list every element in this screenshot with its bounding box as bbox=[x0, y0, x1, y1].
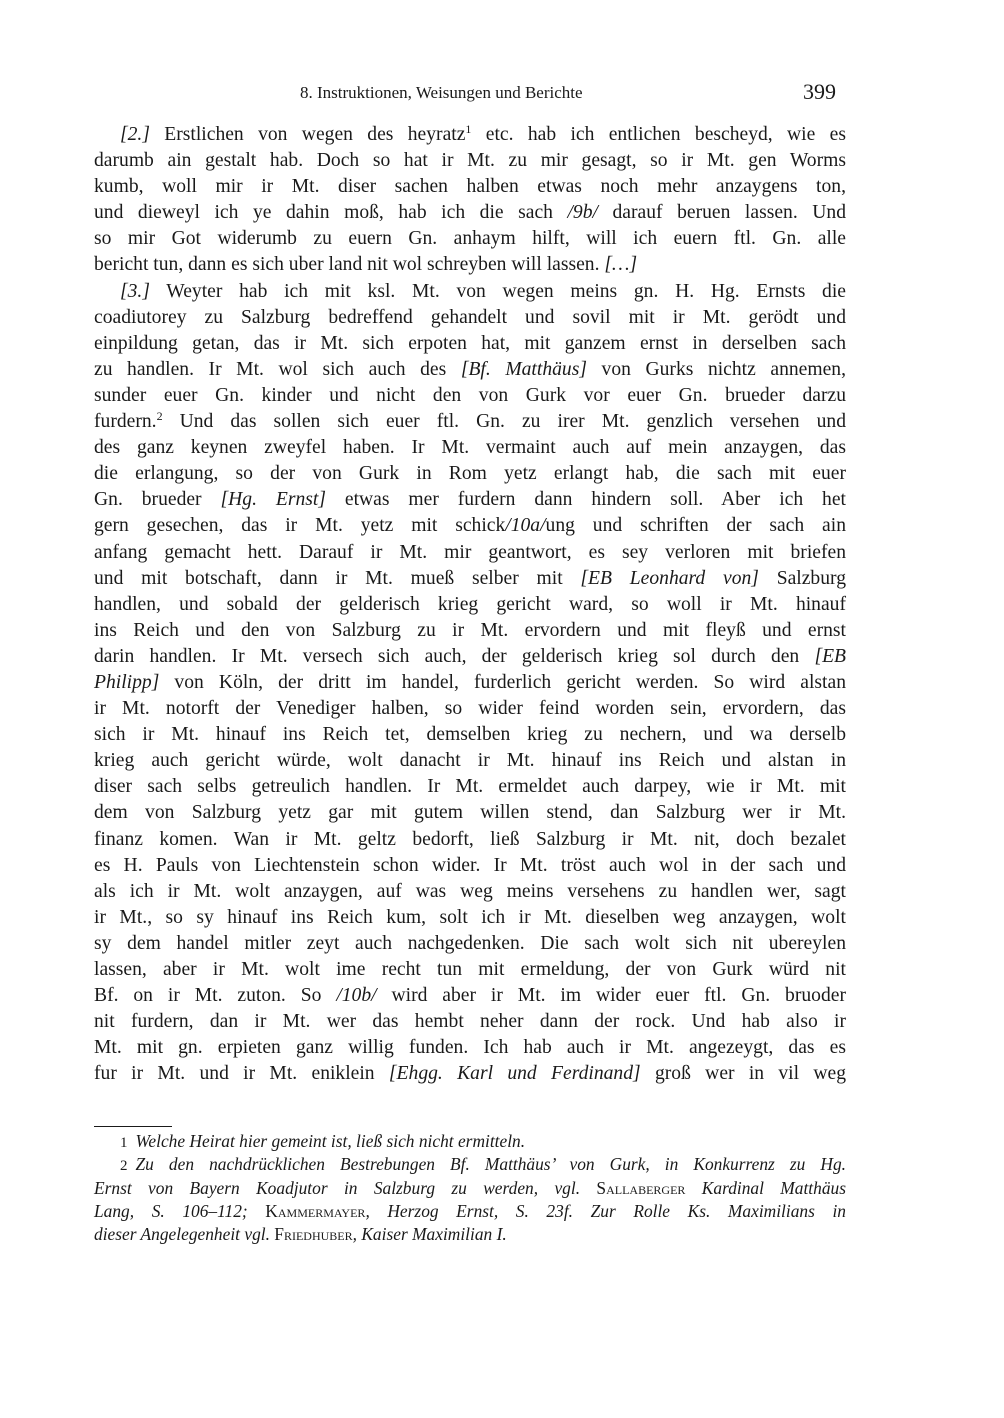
footnote-line: Ernst von Bayern Koadjutor in Salzburg zu werden, vgl. Sallaberger Kardinal Matthäus bbox=[94, 1177, 846, 1198]
footnote-divider bbox=[94, 1126, 172, 1127]
text-line: handlen, und sobald der gelderisch krieg gericht ward, so woll ir Mt. hinauf bbox=[94, 593, 846, 615]
text-line: lassen, aber ir Mt. wolt ime recht tun mit ermeldung, der von Gurk würd nit bbox=[94, 959, 846, 980]
text-line: sich ir Mt. hinauf ins Reich tet, demselben krieg zu nechern, und wa derselb bbox=[94, 724, 846, 746]
text-line: coadiutorey zu Salzburg bedreffend gehandelt und sovil mit ir Mt. gerödt und bbox=[94, 306, 846, 328]
page-number: 399 bbox=[803, 79, 836, 104]
text-line: nit furdern, dan ir Mt. wer das hembt neher dann der rock. Und hab also ir bbox=[94, 1011, 846, 1033]
text-line: krieg auch gericht würde, wolt danacht ir Mt. hinauf ins Reich und alstan in bbox=[94, 750, 846, 772]
text-line: zu handlen. Ir Mt. wol sich auch des [Bf. Matthäus] von Gurks nichtz annemen, bbox=[94, 358, 847, 380]
text-line: Philipp] von Köln, der dritt im handel, furderlich gericht werden. So wird alstan bbox=[94, 671, 846, 693]
text-line: als ich ir Mt. wolt anzaygen, auf was weg meins versehens zu handlen wer, sagt bbox=[94, 880, 846, 902]
text-line: kumb, woll mir ir Mt. diser sachen halben etwas noch mehr anzaygens ton, bbox=[94, 176, 846, 198]
text-line: finanz komen. Wan ir Mt. geltz bedorft, ließ Salzburg ir Mt. nit, doch bezalet bbox=[94, 828, 846, 850]
text-line: die erlangung, so der von Gurk in Rom yetz erlangt hab, die sach mit euer bbox=[94, 463, 846, 485]
text-line: ir Mt. notorft der Venediger halben, so wider feind worden sein, ervordern, das bbox=[94, 698, 846, 720]
text-line: ins Reich und den von Salzburg zu ir Mt. ervordern und mit fleyß und ernst bbox=[94, 619, 846, 641]
text-line: [2.] Erstlichen von wegen des heyratz$^1$ etc. hab ich entlichen bescheyd, wie es bbox=[120, 122, 846, 145]
text-line: gern gesechen, das ir Mt. yetz mit schick/10a/ung und schriften der sach ain bbox=[94, 515, 846, 537]
text-line: sy dem handel mitler zeyt auch nachgedenken. Die sach wolt sich nit ubereylen bbox=[94, 932, 846, 954]
text-line: bericht tun, dann es sich uber land nit wol schreyben will lassen. […] bbox=[94, 254, 638, 276]
text-line: furdern.$^2$ Und das sollen sich euer ftl. Gn. zu irer Mt. genzlich versehen und bbox=[94, 409, 846, 433]
text-line: Gn. brueder [Hg. Ernst] etwas mer furdern dann hindern soll. Aber ich het bbox=[94, 489, 846, 511]
text-line: anfang gemacht hett. Darauf ir Mt. mir geantwort, es sey verloren mit briefen bbox=[94, 541, 846, 563]
text-line: fur ir Mt. und ir Mt. eniklein [Ehgg. Karl und Ferdinand] groß wer in vil weg bbox=[94, 1063, 847, 1085]
text-line: Mt. mit gn. erpieten ganz willig funden. Ich hab auch ir Mt. angezeygt, das es bbox=[94, 1037, 846, 1059]
footnote-line: 2 Zu den nachdrücklichen Bestrebungen Bf. Matthäus’ von Gurk, in Konkurrenz zu Hg. bbox=[120, 1154, 846, 1175]
text-line: dem von Salzburg yetz gar mit gutem willen stend, dan Salzburg wer ir Mt. bbox=[94, 802, 846, 824]
text-line: sunder euer Gn. kinder und nicht den von Gurk vor euer Gn. brueder darzu bbox=[94, 384, 846, 406]
footnotes bbox=[94, 1130, 846, 1246]
footnote-line: Lang, S. 106–112; Kammermayer, Herzog Ernst, S. 23f. Zur Rolle Ks. Maximilians in bbox=[94, 1200, 846, 1221]
text-line: es H. Pauls von Liechtenstein schon wider. Ir Mt. tröst auch wol in der sach und bbox=[94, 854, 846, 876]
text-line: darumb ain gestalt hab. Doch so hat ir Mt. zu mir gesagt, so ir Mt. gen Worms bbox=[94, 150, 846, 172]
footnote-line: dieser Angelegenheit vgl. Friedhuber, Kaiser Maximilian I. bbox=[94, 1224, 507, 1245]
text-line: und dieweyl ich ye dahin moß, hab ich die sach /9b/ darauf beruen lassen. Und bbox=[94, 202, 846, 224]
text-line: einpildung getan, das ir Mt. sich erpoten hat, mit ganzem ernst in derselben sach bbox=[94, 332, 846, 354]
text-line: diser sach selbs getreulich handlen. Ir Mt. ermeldet auch darpey, wie ir Mt. mit bbox=[94, 776, 846, 798]
footnote-line: 1 Welche Heirat hier gemeint ist, ließ sich nicht ermitteln. bbox=[120, 1131, 526, 1151]
main-text bbox=[94, 122, 846, 1087]
text-line: [3.] Weyter hab ich mit ksl. Mt. von wegen meins gn. H. Hg. Ernsts die bbox=[120, 280, 846, 302]
text-line: darin handlen. Ir Mt. versech sich auch, der gelderisch krieg sol durch den [EB bbox=[94, 645, 846, 667]
text-line: Bf. on ir Mt. zuton. So /10b/ wird aber ir Mt. im wider euer ftl. Gn. bruoder bbox=[94, 985, 846, 1007]
text-line: und mit botschaft, dann ir Mt. mueß selber mit [EB Leonhard von] Salzburg bbox=[94, 567, 846, 589]
running-title: 8. Instruktionen, Weisungen und Berichte bbox=[300, 83, 583, 102]
text-line: so mir Got widerumb zu euern Gn. anhaym hilft, will ich euern ftl. Gn. alle bbox=[94, 228, 846, 250]
text-line: des ganz keynen zweyfel haben. Ir Mt. vermaint auch auf mein anzaygen, das bbox=[94, 437, 846, 459]
text-line: ir Mt., so sy hinauf ins Reich kum, solt ich ir Mt. dieselben weg anzaygen, wolt bbox=[94, 906, 846, 928]
